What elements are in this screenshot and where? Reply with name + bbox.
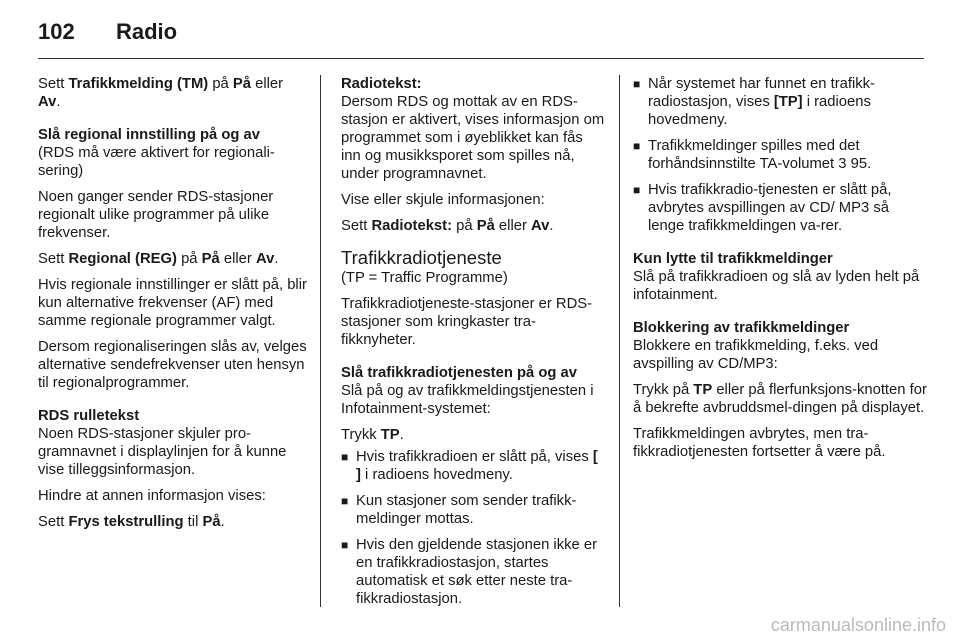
tp-onoff-heading: Slå trafikkradiotjenesten på og av	[341, 365, 578, 381]
column-2	[341, 75, 606, 616]
list-item: ■ Hvis trafikkradio-tjenesten er slått på, avbrytes avspillingen av CD/ MP3 så lenge trafikkmeldingen va-rer.	[633, 182, 892, 234]
rds-scroll-heading: RDS rulletekst	[38, 408, 140, 424]
tp-onoff-desc: Slå på og av trafikkmeldingstjenesten i Infotainment-systemet:	[341, 383, 594, 417]
listen-only-desc: Slå på trafikkradioen og slå av lyden helt på infotainment.	[633, 269, 920, 303]
rds-scroll-setting: Sett Frys tekstrulling til På.	[38, 514, 225, 530]
radiotext-toggle: Vise eller skjule informasjonen:	[341, 192, 545, 208]
radiotext-setting: Sett Radiotekst: på På eller Av.	[341, 218, 554, 234]
bullet-icon: ■	[633, 77, 641, 91]
list-item: ■ Når systemet har funnet en trafikk-radiostasjon, vises [TP] i radioens hovedmeny.	[633, 76, 875, 128]
regional-setting-text: Sett Regional (REG) på På eller Av.	[38, 251, 279, 267]
tm-setting-text: Sett Trafikkmelding (TM) på På eller Av.	[38, 76, 284, 110]
list-item: ■ Trafikkmeldinger spilles med det forhåndsinnstilte TA-volumet 3 95.	[633, 138, 872, 172]
list-item: ■ Kun stasjoner som sender trafikk-meldinger mottas.	[341, 493, 577, 527]
bullet-icon: ■	[341, 450, 349, 464]
section-title: Radio	[116, 19, 178, 44]
bullet-icon: ■	[341, 538, 349, 552]
header-rule	[38, 58, 924, 59]
page-header	[38, 14, 177, 50]
list-item: ■ Hvis trafikkradioen er slått på, vises [ ] i radioens hovedmeny.	[341, 449, 598, 483]
column-divider-1	[320, 75, 321, 607]
regional-on-text: Hvis regionale innstillinger er slått på, blir kun alternative frekvenser (AF) med samme regionale programmer valgt.	[38, 277, 307, 329]
tp-desc: Trafikkradiotjeneste-stasjoner er RDS-stasjoner som kringkaster tra-fikknyheter.	[341, 296, 593, 348]
block-desc: Blokkere en trafikkmelding, f.eks. ved avspilling av CD/MP3:	[633, 338, 879, 372]
list-item: ■ Hvis den gjeldende stasjonen ikke er en trafikkradiostasjon, startes automatisk et søk etter neste tra-fikkradiostasjon.	[341, 537, 598, 607]
bullet-icon: ■	[341, 494, 349, 508]
watermark: carmanualsonline.info	[770, 615, 946, 635]
traffic-heading: Trafikkradiotjeneste	[341, 247, 502, 268]
column-1	[38, 75, 310, 539]
page-number: 102	[38, 19, 75, 44]
radiotext-desc: Dersom RDS og mottak av en RDS-stasjon er aktivert, vises informasjon om programmet som i øyeblikket kan fås inn og musikksporet som spilles nå, under programnavnet.	[341, 94, 605, 182]
bullet-icon: ■	[633, 139, 641, 153]
page-ref-icon: 3	[838, 156, 847, 172]
rds-scroll-prevent: Hindre at annen informasjon vises:	[38, 488, 266, 504]
regional-desc: Noen ganger sender RDS-stasjoner regionalt ulike programmer på ulike frekvenser.	[38, 189, 274, 241]
regional-off-text: Dersom regionaliseringen slås av, velges alternative sendefrekvenser uten hensyn til regionalprogrammer.	[38, 339, 307, 391]
block-press-text: Trykk på TP eller på flerfunksjons-knotten for å bekrefte avbruddsmel-dingen på displayet.	[633, 382, 927, 416]
rds-scroll-desc: Noen RDS-stasjoner skjuler pro-gramnavnet i displaylinjen for å kunne vise tilleggsinformasjon.	[38, 426, 287, 478]
bullet-icon: ■	[633, 183, 641, 197]
regional-note: (RDS må være aktivert for regionali-sering)	[38, 145, 275, 179]
block-heading: Blokkering av trafikkmeldinger	[633, 320, 850, 336]
listen-only-heading: Kun lytte til trafikkmeldinger	[633, 251, 833, 267]
column-3	[633, 75, 927, 469]
tp-press-text: Trykk TP.	[341, 427, 404, 443]
block-result: Trafikkmeldingen avbrytes, men tra-fikkradiotjenesten fortsetter å være på.	[633, 426, 886, 460]
regional-heading: Slå regional innstilling på og av	[38, 127, 260, 143]
column-divider-2	[619, 75, 620, 607]
radiotext-heading: Radiotekst:	[341, 76, 422, 92]
tp-abbrev: (TP = Traffic Programme)	[341, 270, 508, 286]
